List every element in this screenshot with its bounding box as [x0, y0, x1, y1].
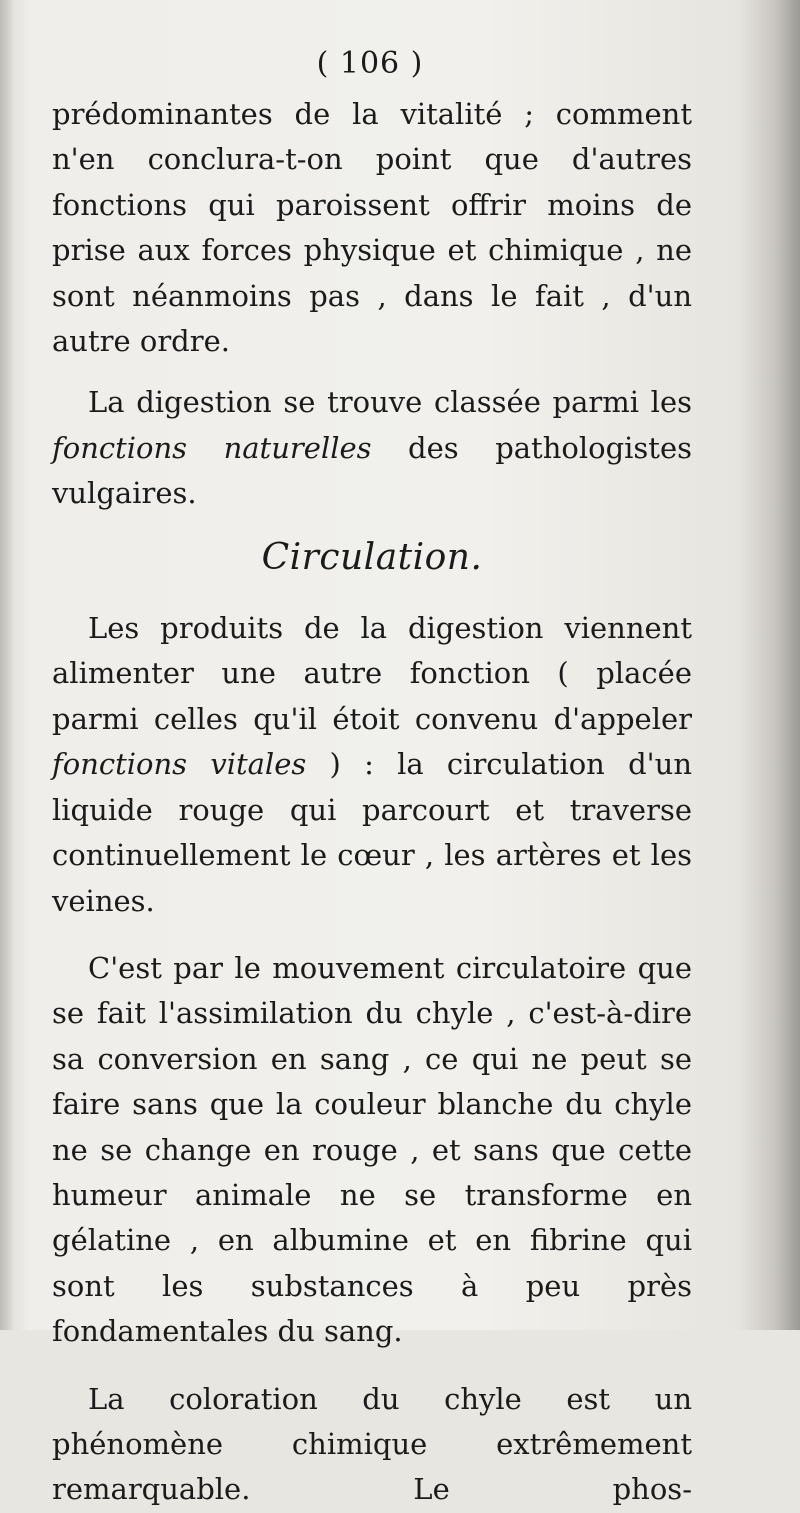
- emphasis-text: fonctions vitales: [52, 747, 307, 782]
- paragraph-text: La digestion se trouve classée parmi les: [88, 385, 692, 420]
- paragraph-continuation: prédominantes de la vitalité ; comment n'en conclura-t-on point que d'autres fonctions qui paroissent offrir moins de prise aux forces physique et chimique , ne sont néanmoins pas , dans le fait , d'un autre ordre.: [52, 97, 692, 359]
- paragraph-assimilation: C'est par le mouvement circulatoire que se fait l'assimilation du chyle , c'est-à-dire sa conversion en sang , ce qui ne peut se faire sans que la couleur blanche du chyle ne se change en rouge , et sans que cette humeur animale ne se transforme en gélatine , en albumine et en fibrine qui sont les substances à peu près fondamentales du sang.: [52, 950, 692, 1349]
- section-title: Circulation.: [261, 536, 483, 578]
- page-left-edge: [0, 0, 14, 1330]
- paragraph-digestion: [52, 380, 692, 516]
- paragraph-circulation-intro: [52, 606, 692, 924]
- paragraph-coloration: La coloration du chyle est un phénomène chimique extrêmement remarquable. Le phos-: [52, 1381, 692, 1507]
- page-body: [52, 92, 692, 1513]
- page-number: ( 106 ): [316, 46, 424, 81]
- paragraph-text: Les produits de la digestion viennent alimenter une autre fonction ( placée parmi celles qu'il étoit convenu d'appeler: [52, 611, 692, 736]
- paragraph-text: des pathologistes vulgaires.: [52, 430, 692, 511]
- paragraph-text: ) : la circulation d'un liquide rouge qui parcourt et traverse continuellement le cœur , les artères et les veines.: [52, 747, 693, 918]
- emphasis-text: fonctions naturelles: [52, 430, 372, 465]
- page-gutter-shadow: [740, 0, 800, 1330]
